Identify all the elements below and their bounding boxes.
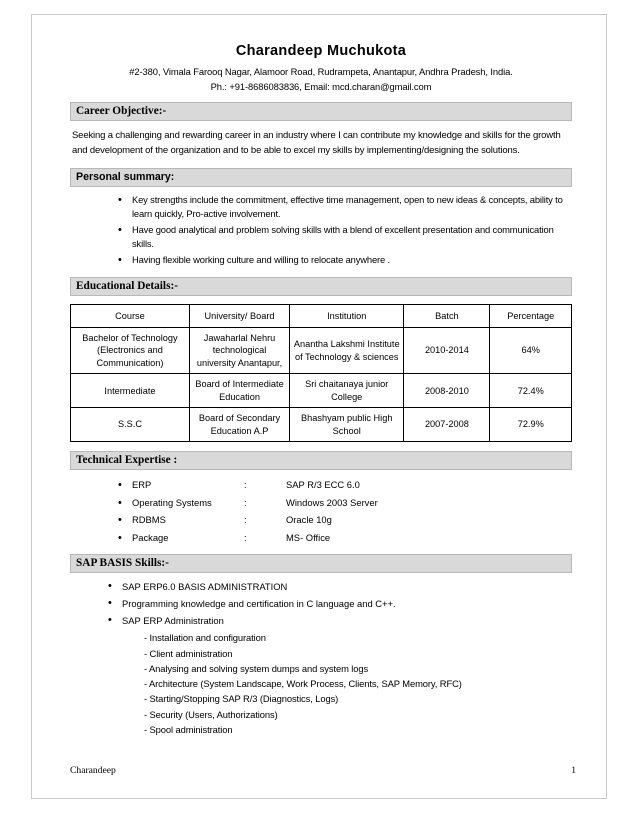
cell-course: S.S.C <box>71 408 190 442</box>
list-item: • Have good analytical and problem solving skills with a blend of excellent presentation and communication skills. <box>118 223 572 252</box>
tech-value: Windows 2003 Server <box>286 496 378 508</box>
list-item <box>108 613 572 737</box>
candidate-address: #2-380, Vimala Farooq Nagar, Alamoor Road, Rudrampeta, Anantapur, Andhra Pradesh, India. <box>129 66 513 77</box>
cell-batch: 2007-2008 <box>404 408 490 442</box>
list-item <box>118 531 572 546</box>
tech-key: Package <box>132 531 169 543</box>
cell-course: Bachelor of Technology (Electronics and Communication) <box>71 328 190 374</box>
tech-key: ERP <box>132 479 152 491</box>
sap-skill-label: SAP ERP Administration <box>122 615 224 627</box>
column-header-batch: Batch <box>404 304 490 327</box>
cell-percentage: 72.9% <box>490 408 572 442</box>
cell-institution: Anantha Lakshmi Institute of Technology & sciences <box>290 328 404 374</box>
list-item: • Key strengths include the commitment, effective time management, open to new ideas & concepts, ability to learn quickly, Pro-active involvement. <box>118 193 572 222</box>
tech-value: Oracle 10g <box>286 514 332 526</box>
page-footer <box>70 765 576 776</box>
cell-batch: 2010-2014 <box>404 328 490 374</box>
cell-course: Intermediate <box>71 374 190 408</box>
technical-expertise-list <box>70 478 572 545</box>
tech-value: MS- Office <box>286 531 331 543</box>
section-heading-educational-details: Educational Details:- <box>70 277 572 296</box>
column-header-percentage: Percentage <box>490 304 572 327</box>
column-header-course: Course <box>71 304 190 327</box>
personal-summary-list <box>70 193 572 268</box>
list-item: - Spool administration <box>144 723 233 735</box>
sap-skills-list <box>70 579 572 737</box>
cell-university: Jawaharlal Nehru technological university Anantapur, <box>189 328 289 374</box>
table-row <box>71 328 572 374</box>
list-item: • SAP ERP6.0 BASIS ADMINISTRATION <box>108 579 572 594</box>
cell-percentage: 72.4% <box>490 374 572 408</box>
list-item: - Architecture (System Landscape, Work Process, Clients, SAP Memory, RFC) <box>144 678 462 690</box>
tech-colon: : <box>244 496 247 508</box>
tech-value: SAP R/3 ECC 6.0 <box>286 479 360 491</box>
candidate-name: Charandeep Muchukota <box>235 43 407 59</box>
list-item: - Analysing and solving system dumps and system logs <box>144 662 369 674</box>
candidate-contact: Ph.: +91-8686083836, Email: mcd.charan@gmail.com <box>210 81 432 92</box>
tech-key: RDBMS <box>132 514 166 526</box>
list-item: - Client administration <box>144 647 233 659</box>
tech-key: Operating Systems <box>132 496 212 508</box>
cell-percentage: 64% <box>490 328 572 374</box>
resume-body <box>70 43 572 739</box>
section-heading-technical-expertise: Technical Expertise : <box>70 451 572 470</box>
list-item <box>118 478 572 493</box>
list-item: - Starting/Stopping SAP R/3 (Diagnostics, Logs) <box>144 693 339 705</box>
list-item: • Programming knowledge and certification in C language and C++. <box>108 596 572 611</box>
list-item <box>118 496 572 511</box>
cell-university: Board of Intermediate Education <box>189 374 289 408</box>
cell-university: Board of Secondary Education A.P <box>189 408 289 442</box>
cell-institution: Bhashyam public High School <box>290 408 404 442</box>
cell-institution: Sri chaitanaya junior College <box>290 374 404 408</box>
list-item: - Security (Users, Authorizations) <box>144 708 278 720</box>
list-item: • Having flexible working culture and willing to relocate anywhere . <box>118 253 572 268</box>
education-table <box>70 304 572 442</box>
sap-skill-sublist <box>122 630 572 737</box>
tech-colon: : <box>244 479 247 491</box>
tech-colon: : <box>244 514 247 526</box>
column-header-university: University/ Board <box>189 304 289 327</box>
section-heading-personal-summary: Personal summary: <box>70 168 572 187</box>
footer-left-text: Charandeep <box>70 765 116 776</box>
column-header-institution: Institution <box>290 304 404 327</box>
list-item: - Installation and configuration <box>144 632 266 644</box>
footer-page-number: 1 <box>571 765 576 776</box>
table-header-row <box>71 304 572 327</box>
resume-sheet <box>31 14 607 799</box>
section-heading-sap-basis-skills: SAP BASIS Skills:- <box>70 554 572 573</box>
career-objective-text: Seeking a challenging and rewarding career in an industry where I can contribute my knowledge and skills for the growth and development of the organization and to be able to excel my skills by implementing/designing the solutions. <box>72 130 561 157</box>
table-row <box>71 408 572 442</box>
table-row <box>71 374 572 408</box>
list-item <box>118 513 572 528</box>
cell-batch: 2008-2010 <box>404 374 490 408</box>
section-heading-career-objective: Career Objective:- <box>70 102 572 121</box>
tech-colon: : <box>244 531 247 543</box>
